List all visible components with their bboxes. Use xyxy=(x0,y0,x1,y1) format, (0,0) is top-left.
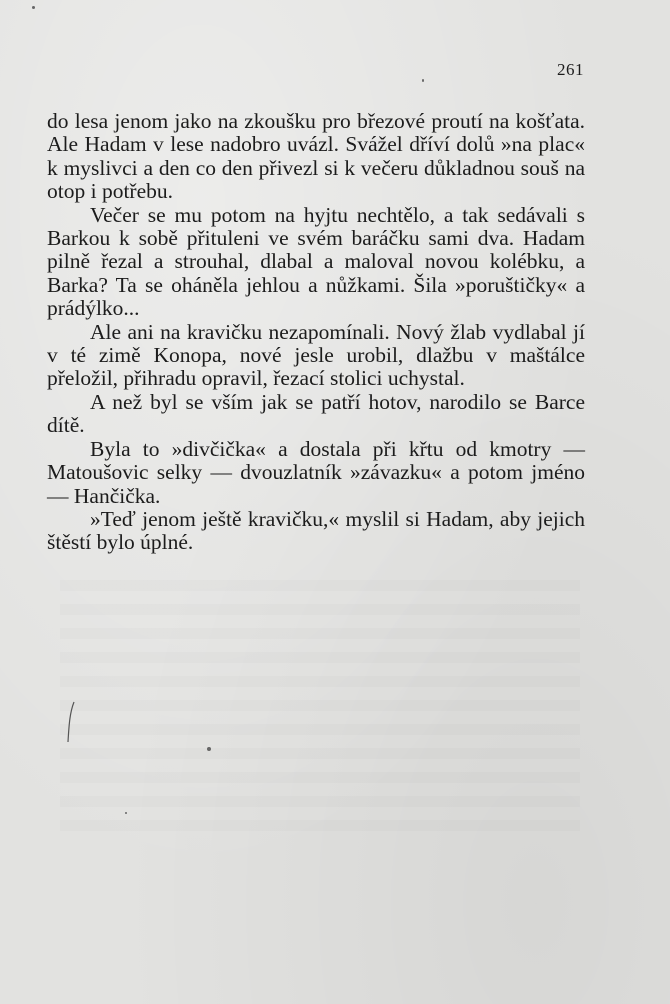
paper-speck xyxy=(32,6,35,9)
paragraph-2: Večer se mu potom na hyjtu nechtělo, a tak sedávali s Barkou k sobě přituleni ve svém baráčku sami dva. Hadam pilně řezal a strouhal, dlabal a maloval novou kolébku, a Barka? Ta se oháněla jehlou a nůžkami. Šila »poruštičky« a prádýlko... xyxy=(47,202,585,321)
paragraph-1: do lesa jenom jako na zkoušku pro březové proutí na košťata. Ale Hadam v lese nadobro uvázl. Svážel dříví dolů »na plac« k myslivci a den co den přivezl si k večeru důkladnou souš na otop i potřebu. xyxy=(47,109,585,204)
page-number: 261 xyxy=(557,60,584,79)
paper-speck xyxy=(422,79,424,82)
paper-speck xyxy=(125,812,127,814)
paragraph-6: »Teď jenom ještě kravičku,« myslil si Hadam, aby jejich štěstí bylo úplné. xyxy=(47,506,585,555)
paper-speck xyxy=(207,747,211,751)
paragraph-4: A než byl se vším jak se patří hotov, narodilo se Barce dítě. xyxy=(47,389,585,438)
body-text xyxy=(47,110,585,555)
pencil-mark xyxy=(60,700,80,744)
paragraph-3: Ale ani na kravičku nezapomínali. Nový žlab vydlabal jí v té zimě Konopa, nové jesle urobil, dlažbu v maštálce přeložil, přihradu opravil, řezací stolici uchystal. xyxy=(47,319,585,391)
paragraph-5: Byla to »divčička« a dostala při křtu od kmotry — Matoušovic selky — dvouzlatník »závazku« a potom jméno — Hančička. xyxy=(47,436,585,508)
show-through-texture xyxy=(60,580,580,840)
